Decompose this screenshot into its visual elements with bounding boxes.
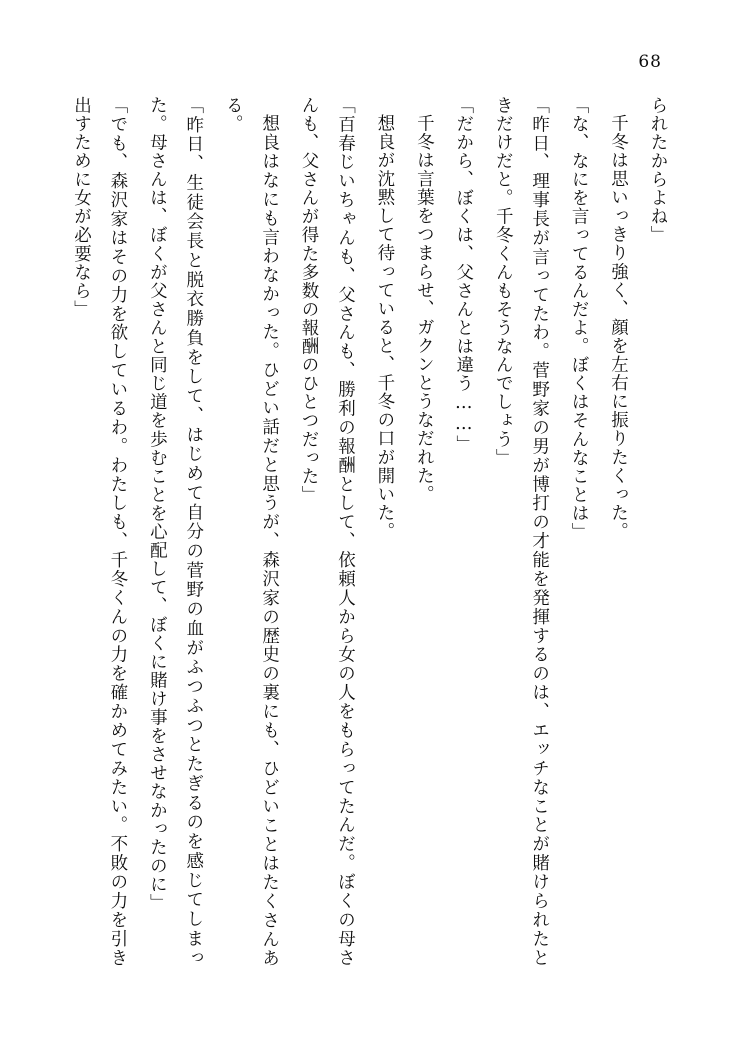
page-body-text [60, 96, 676, 967]
paragraph: 想良が沈黙して待っていると、千冬の口が開いた。 [374, 113, 395, 541]
paragraph: 「でも、森沢家はその力を欲しているわ。わたしも、千冬くんの力を確かめてみたい。不敗の力を引き出すために女が必要なら」 [71, 96, 128, 967]
page-number: 68 [638, 52, 662, 72]
paragraph: 「昨日、理事長が言ってたわ。菅野家の男が博打の才能を発揮するのは、エッチなことが賭けられたときだけだと。千冬くんもそうなんでしょう」 [493, 96, 550, 967]
paragraph: 「昨日、生徒会長と脱衣勝負をして、はじめて自分の菅野の血がふつふつとたぎるのを感じてしまった。母さんは、ぼくが父さんと同じ道を歩むことを心配して、ぼくに賭け事をさせなかったのに」 [147, 96, 204, 967]
paragraph: 千冬は言葉をつまらせ、ガクンとうなだれた。 [414, 113, 435, 504]
paragraph: 「な、なにを言ってるんだよ。ぼくはそんなことは」 [569, 96, 590, 542]
paragraph: 千冬は思いっきり強く、顔を左右に振りたくった。 [608, 113, 629, 541]
paragraph: 「だから、ぼくは、父さんとは違う……」 [453, 96, 474, 454]
paragraph: 「百春じいちゃんも、父さんも、勝利の報酬として、依頼人から女の人をもらってたんだ。ぼくの母さんも、父さんが得た多数の報酬のひとつだった」 [299, 96, 356, 967]
paragraph: られたからよね」 [648, 96, 668, 245]
paragraph: 想良はなにも言わなかった。ひどい話だと思うが、森沢家の歴史の裏にも、ひどいことはたくさんある。 [223, 96, 280, 967]
